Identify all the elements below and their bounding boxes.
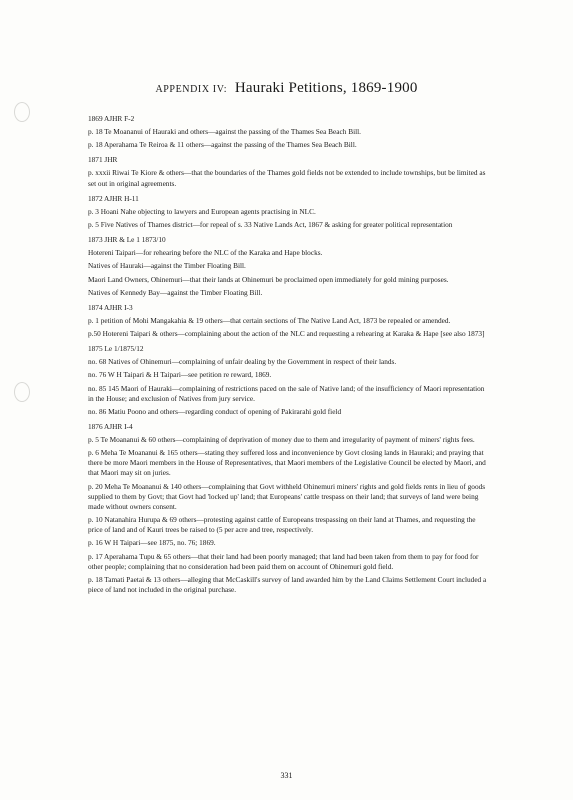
section-heading: 1871 JHR: [88, 155, 118, 165]
petition-entry: p. 3 Hoani Nahe objecting to lawyers and European agents practising in NLC.: [88, 206, 316, 216]
petition-entry: no. 85 145 Maori of Hauraki—complaining of restrictions paced on the sale of Native land; of the insufficiency of Maori representation in the House; and exclusion of Natives from jury service.: [88, 383, 485, 403]
petition-entry: no. 68 Natives of Ohinemuri—complaining of unfair dealing by the Government in respect of their lands.: [88, 357, 397, 367]
section-heading: 1874 AJHR I-3: [88, 302, 133, 312]
petition-section: [88, 422, 488, 595]
petition-entry: p. 10 Natanahira Hurupa & 69 others—protesting against cattle of Europeans trespassing on their land at Thames, and requesting the price of land and of Kauri trees be raised to (5 per acre and tree, respectively.: [88, 515, 476, 535]
petition-entry: Natives of Kennedy Bay—against the Timber Floating Bill.: [88, 287, 263, 297]
petition-entry: Maori Land Owners, Ohinemuri—that their lands at Ohinemuri be proclaimed open immediately for gold mining purposes.: [88, 274, 449, 284]
petition-entry: Natives of Hauraki—against the Timber Floating Bill.: [88, 261, 246, 271]
margin-hole-mark: [14, 102, 30, 122]
petition-entry: p. 6 Meha Te Moananui & 165 others—stating they suffered loss and inconvenience by Govt closing lands in Hauraki; and praying that there be more Maori members in the House of Representatives, that Maori members of the Legislative Council be elected by Maori, and that Maori may sit on juries.: [88, 448, 486, 478]
petition-section: [88, 155, 488, 188]
petition-entry: p. 1 petition of Mohi Mangakahia & 19 others—that certain sections of The Native Land Act, 1873 be repealed or amended.: [88, 315, 451, 325]
petition-entry: p. xxxii Riwai Te Kiore & others—that the boundaries of the Thames gold fields not be extended to include townships, but be limited as set out in original agreements.: [88, 168, 486, 188]
petition-entry: p. 18 Tamati Paetai & 13 others—alleging that McCaskill's survey of land awarded him by the Land Claims Settlement Court included a piece of land not included in the original purchase.: [88, 574, 487, 594]
petition-entry: p.50 Hotereni Taipari & others—complaining about the action of the NLC and requesting a rehearing at Karaka & Hape [see also 1873]: [88, 329, 485, 339]
margin-hole-mark: [14, 382, 30, 402]
section-heading: 1875 Le 1/1875/12: [88, 344, 144, 354]
petition-section: [88, 114, 488, 150]
petition-entry: no. 76 W H Taipari & H Taipari—see petition re reward, 1869.: [88, 370, 272, 380]
appendix-label: APPENDIX IV:: [155, 84, 228, 95]
section-heading: 1876 AJHR I-4: [88, 422, 133, 431]
appendix-title: Hauraki Petitions, 1869-1900: [234, 80, 418, 96]
page-title: [0, 80, 573, 97]
petition-section: [88, 303, 488, 339]
petition-entry: p. 20 Meha Te Moananui & 140 others—complaining that Govt withheld Ohinemuri miners' rights and gold fields rents in lieu of goods supplied to them by Govt; that Govt had 'locked up' land; that Europeans' cattle trespass on their land; that surveys of land were being made without owners consent.: [88, 481, 486, 511]
petition-entry: p. 16 W H Taipari—see 1875, no. 76; 1869.: [88, 538, 216, 548]
petition-section: [88, 344, 488, 417]
petition-entry: no. 86 Matiu Poono and others—regarding conduct of opening of Pakirarahi gold field: [88, 406, 342, 416]
petition-entry: p. 18 Te Moananui of Hauraki and others—against the passing of the Thames Sea Beach Bill.: [88, 127, 361, 137]
petition-entry: p. 5 Five Natives of Thames district—for repeal of s. 33 Native Lands Act, 1867 & asking for greater political representation: [88, 219, 453, 229]
petition-entry: p. 18 Aperahama Te Reiroa & 11 others—against the passing of the Thames Sea Beach Bill.: [88, 140, 357, 150]
petition-section: [88, 194, 488, 230]
page-number: 331: [280, 771, 293, 780]
petition-entry: Hotereni Taipari—for rehearing before the NLC of the Karaka and Hape blocks.: [88, 248, 323, 258]
petition-entry: p. 5 Te Moananui & 60 others—complaining of deprivation of money due to them and irregularity of payment of miners' rights fees.: [88, 435, 475, 445]
section-heading: 1872 AJHR H-11: [88, 193, 139, 203]
petition-entry: p. 17 Aperahama Tupu & 65 others—that their land had been poorly managed; that land had been taken from them to pay for food for other people; complaining that no consideration had been paid them on account of Ohinemuri gold field.: [88, 551, 479, 571]
section-heading: 1873 JHR & Le 1 1873/10: [88, 235, 166, 245]
section-heading: 1869 AJHR F-2: [88, 114, 135, 123]
petition-list: [88, 114, 488, 600]
petition-section: [88, 235, 488, 298]
